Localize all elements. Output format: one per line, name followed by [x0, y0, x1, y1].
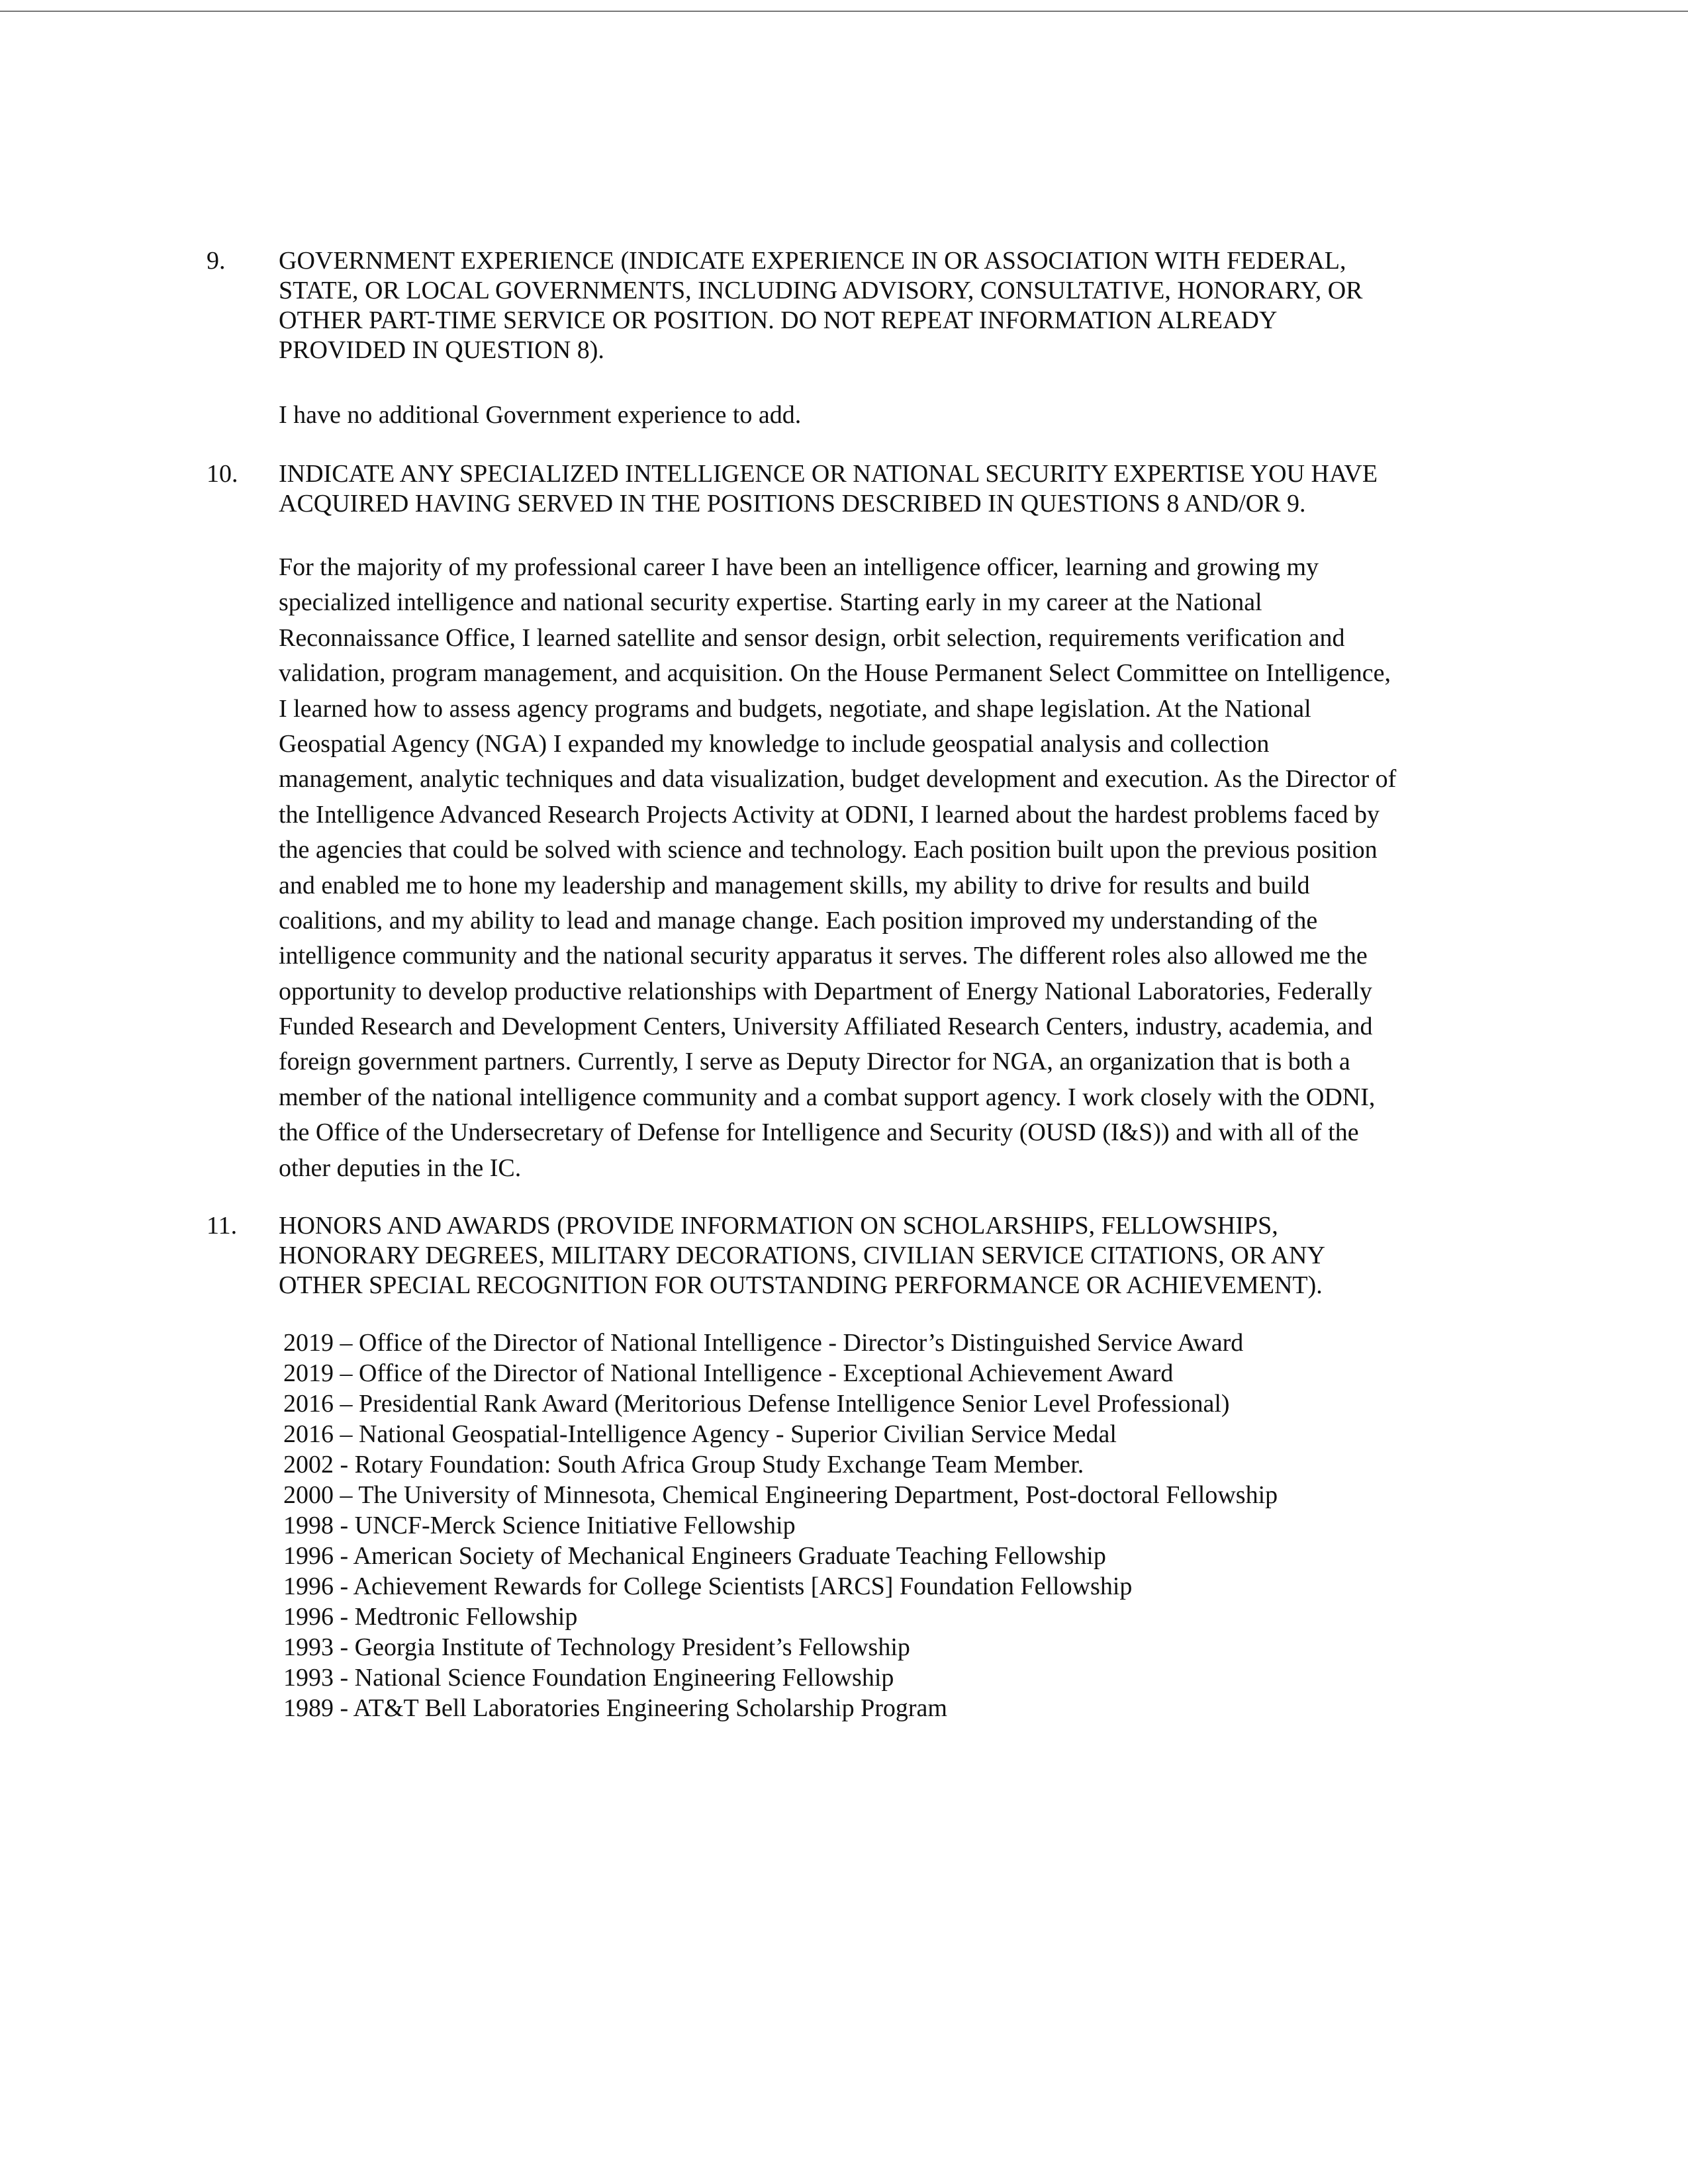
award-item: 2002 - Rotary Foundation: South Africa Group Study Exchange Team Member.	[283, 1451, 1084, 1479]
heading-line: PROVIDED IN QUESTION 8).	[279, 336, 604, 364]
heading-line: INDICATE ANY SPECIALIZED INTELLIGENCE OR NATIONAL SECURITY EXPERTISE YOU HAVE	[279, 460, 1378, 488]
answer-line: opportunity to develop productive relationships with Department of Energy National Laboratories, Federally	[279, 977, 1372, 1005]
heading-lines	[279, 246, 1363, 365]
answer-line: the Office of the Undersecretary of Defense for Intelligence and Security (OUSD (I&S)) and with all of the	[279, 1118, 1359, 1147]
answer-line: member of the national intelligence community and a combat support agency. I work closely with the ODNI,	[279, 1083, 1376, 1111]
answer-line: Funded Research and Development Centers, University Affiliated Research Centers, industry, academia, and	[279, 1013, 1373, 1041]
award-item: 2019 – Office of the Director of National Intelligence - Exceptional Achievement Award	[283, 1359, 1174, 1387]
award-item: 2016 – National Geospatial-Intelligence Agency - Superior Civilian Service Medal	[283, 1420, 1117, 1448]
award-item: 2019 – Office of the Director of National Intelligence - Director’s Distinguished Service Award	[283, 1329, 1244, 1357]
heading-line: HONORARY DEGREES, MILITARY DECORATIONS, CIVILIAN SERVICE CITATIONS, OR ANY	[279, 1242, 1325, 1269]
answer-line: the agencies that could be solved with science and technology. Each position built upon the previous position	[279, 836, 1378, 864]
award-item: 2016 – Presidential Rank Award (Meritorious Defense Intelligence Senior Level Professional)	[283, 1390, 1230, 1418]
heading-line: OTHER SPECIAL RECOGNITION FOR OUTSTANDING PERFORMANCE OR ACHIEVEMENT).	[279, 1271, 1323, 1299]
award-item: 1996 - Medtronic Fellowship	[283, 1603, 578, 1631]
question-number: 10.	[207, 460, 238, 488]
award-item: 1996 - Achievement Rewards for College Scientists [ARCS] Foundation Fellowship	[283, 1572, 1133, 1600]
answer-line: intelligence community and the national security apparatus it serves. The different roles also allowed me the	[279, 942, 1368, 970]
heading-line: GOVERNMENT EXPERIENCE (INDICATE EXPERIENCE IN OR ASSOCIATION WITH FEDERAL,	[279, 247, 1346, 275]
award-item: 1993 - Georgia Institute of Technology President’s Fellowship	[283, 1633, 910, 1661]
award-item: 1989 - AT&T Bell Laboratories Engineering Scholarship Program	[283, 1694, 947, 1722]
answer-line: and enabled me to hone my leadership and management skills, my ability to drive for results and build	[279, 871, 1310, 899]
question-9-answer	[279, 398, 801, 433]
answer-line: specialized intelligence and national security expertise. Starting early in my career at the National	[279, 588, 1262, 617]
heading-line: ACQUIRED HAVING SERVED IN THE POSITIONS DESCRIBED IN QUESTIONS 8 AND/OR 9.	[279, 490, 1306, 518]
answer-line: other deputies in the IC.	[279, 1154, 522, 1182]
award-item: 1998 - UNCF-Merck Science Initiative Fellowship	[283, 1512, 796, 1539]
answer-line: validation, program management, and acquisition. On the House Permanent Select Committee on Intelligence,	[279, 659, 1391, 688]
answer-text: I have no additional Government experience to add.	[279, 401, 802, 429]
heading-line: OTHER PART-TIME SERVICE OR POSITION. DO NOT REPEAT INFORMATION ALREADY	[279, 306, 1278, 334]
heading-line: STATE, OR LOCAL GOVERNMENTS, INCLUDING ADVISORY, CONSULTATIVE, HONORARY, OR	[279, 277, 1363, 304]
scan-top-rule	[0, 11, 1688, 12]
answer-line: coalitions, and my ability to lead and manage change. Each position improved my understanding of the	[279, 906, 1318, 934]
question-number: 9.	[207, 247, 226, 275]
award-item: 1993 - National Science Foundation Engineering Fellowship	[283, 1664, 894, 1692]
answer-line: management, analytic techniques and data visualization, budget development and execution. As the Director of	[279, 765, 1397, 794]
answer-line: For the majority of my professional career I have been an intelligence officer, learning and growing my	[279, 553, 1319, 581]
answer-line: the Intelligence Advanced Research Projects Activity at ODNI, I learned about the hardest problems faced by	[279, 800, 1380, 829]
award-item: 1996 - American Society of Mechanical Engineers Graduate Teaching Fellowship	[283, 1542, 1106, 1570]
question-10-answer	[279, 550, 1396, 1186]
award-item: 2000 – The University of Minnesota, Chemical Engineering Department, Post-doctoral Fellowship	[283, 1481, 1278, 1509]
heading-lines	[279, 459, 1378, 519]
answer-line: I learned how to assess agency programs and budgets, negotiate, and shape legislation. At the National	[279, 694, 1311, 723]
answer-line: foreign government partners. Currently, I serve as Deputy Director for NGA, an organization that is both a	[279, 1048, 1350, 1076]
heading-line: HONORS AND AWARDS (PROVIDE INFORMATION ON SCHOLARSHIPS, FELLOWSHIPS,	[279, 1212, 1278, 1240]
heading-lines	[279, 1211, 1325, 1300]
awards-list	[283, 1328, 1278, 1723]
answer-line: Geospatial Agency (NGA) I expanded my knowledge to include geospatial analysis and collection	[279, 729, 1270, 758]
question-number: 11.	[207, 1212, 238, 1240]
answer-line: Reconnaissance Office, I learned satellite and sensor design, orbit selection, requirements verification and	[279, 623, 1345, 652]
